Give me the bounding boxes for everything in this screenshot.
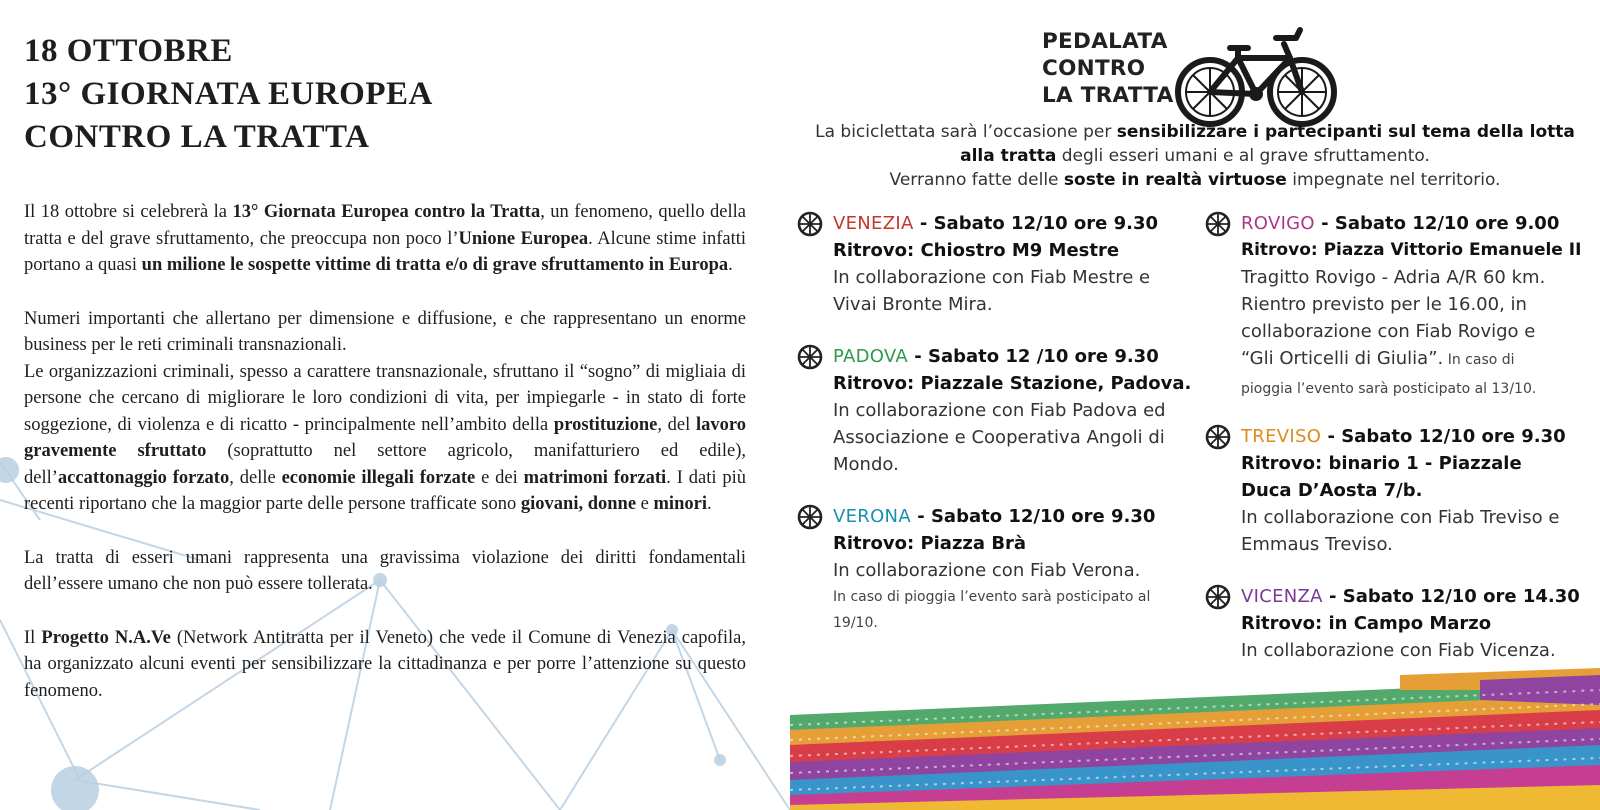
event-city: VENEZIA (833, 213, 914, 234)
event-header (1241, 210, 1591, 237)
bold-text: minori (653, 494, 707, 514)
event-header (833, 343, 1178, 370)
text: . Alcune stime infatti portano a quasi (24, 228, 746, 275)
text: e dei (475, 467, 524, 488)
event-city: TREVISO (1241, 426, 1322, 447)
bold-text: accattonaggio forzato (57, 467, 230, 488)
event-treviso (1241, 423, 1586, 558)
event-date: - Sabato 12/10 ore 14.30 (1322, 586, 1580, 607)
event-rovigo (1241, 210, 1591, 403)
event-padova (833, 343, 1192, 478)
text: Il 18 ottobre si celebrerà la (24, 202, 233, 222)
text: impegnate nel territorio. (1286, 170, 1501, 190)
intro-line-2 (800, 168, 1590, 192)
logo-line-1: PEDALATA (1042, 29, 1168, 54)
event-description: In collaborazione con Fiab Vicenza. (1241, 640, 1556, 661)
event-description: In collaborazione con Fiab Mestre e Vivai Bronte Mira. (833, 267, 1151, 315)
event-description: In collaborazione con Fiab Padova ed Associazione e Cooperativa Angoli di Mondo. (833, 400, 1166, 475)
text: , del (657, 414, 696, 435)
bold-text: Progetto N.A.Ve (41, 627, 171, 648)
wheel-icon (1205, 211, 1231, 237)
event-note: In caso di pioggia l’evento sarà posticipato al 13/10. (1241, 352, 1537, 397)
text: Il (24, 627, 42, 648)
paragraph-intro (24, 199, 746, 279)
title-line-1: 18 OTTOBRE (24, 33, 233, 69)
logo-text (1042, 28, 1174, 109)
text: degli esseri umani e al grave sfruttamento. (1056, 146, 1430, 166)
bold-text: Unione Europea (458, 228, 589, 249)
event-date: - Sabato 12/10 ore 9.30 (913, 213, 1159, 234)
event-venezia (833, 210, 1178, 318)
text: , delle (229, 467, 282, 488)
text: , un fenomeno, quello della tratta e del grave sfruttamento, che preoccupa non poco l’ (24, 202, 746, 249)
intro-line-1 (800, 120, 1590, 168)
text: . (706, 494, 712, 514)
event-ritrovo: Ritrovo: Chiostro M9 Mestre (833, 240, 1120, 261)
wheel-icon (797, 344, 823, 370)
page-title (24, 30, 746, 159)
event-ritrovo: Ritrovo: Piazza Brà (833, 533, 1027, 554)
event-date: - Sabato 12/10 ore 9.30 (1321, 426, 1566, 447)
logo-line-3: LA TRATTA (1042, 83, 1174, 108)
left-column (24, 30, 746, 704)
wheel-icon (1205, 584, 1231, 610)
event-header (1241, 423, 1586, 450)
text: Le organizzazioni criminali, spesso a carattere transnazionale, sfruttano il “sogno” di migliaia di persone che cercano di migliorare le loro condizioni di vita, per impiegarle - in stato di forte soggezione, di violenza e di ricatto - principalmente nell’ambito della (24, 361, 746, 435)
wheel-icon (1205, 424, 1231, 450)
wheel-icon (797, 504, 823, 530)
event-description: In collaborazione con Fiab Treviso e Emmaus Treviso. (1241, 507, 1560, 555)
event-description (1241, 264, 1561, 403)
logo-line-2: CONTRO (1042, 56, 1146, 81)
event-ritrovo: Ritrovo: binario 1 - Piazzale Duca D’Aosta 7/b. (1241, 453, 1522, 501)
event-header (833, 503, 1178, 530)
paragraph-organizations (24, 359, 746, 518)
event-date: - Sabato 12/10 ore 9.30 (910, 506, 1156, 527)
event-header (833, 210, 1178, 237)
event-note: In caso di pioggia l’evento sarà posticipato al 19/10. (833, 589, 1151, 631)
bold-text: un milione le sospette vittime di tratta e/o di grave sfruttamento in Europa (141, 255, 729, 275)
bold-text: sensibilizzare i partecipanti sul tema della lotta alla tratta (960, 122, 1575, 166)
event-city: VICENZA (1241, 586, 1323, 607)
text: Tragitto Rovigo - Adria A/R 60 km. Rientro previsto per le 16.00, in collaborazione con Fiab Rovigo e “Gli Orticelli di Giulia”. (1241, 267, 1546, 369)
bold-text: soste in realtà virtuose (1063, 170, 1287, 190)
event-description: In collaborazione con Fiab Verona. (833, 560, 1141, 581)
paragraph-violation: La tratta di esseri umani rappresenta una gravissima violazione dei diritti fondamentali dell’essere umano che non può essere tollerata. (24, 547, 746, 594)
paragraph-numbers: Numeri importanti che allertano per dimensione e diffusione, e che rappresentano un enorme business per le reti criminali transnazionali. (24, 308, 746, 355)
wheel-icon (797, 211, 823, 237)
bold-text: giovani, donne (520, 494, 637, 514)
text: . (728, 255, 733, 275)
event-city: PADOVA (833, 346, 909, 367)
event-verona (833, 503, 1178, 636)
text: (Network Antitratta per il Veneto) che vede il Comune di Venezia capofila, ha organizzato alcuni eventi per sensibilizzare la cittadinanza e per porre l’attenzione su questo fenomeno. (24, 627, 746, 701)
title-line-3: CONTRO LA TRATTA (24, 119, 370, 155)
text: e (636, 494, 654, 514)
text: Verranno fatte delle (889, 170, 1064, 190)
bicycle-icon (1172, 24, 1342, 134)
intro-text (800, 120, 1590, 192)
text: (soprattutto nel settore agricolo, manifatturiero ed edile), dell’ (24, 441, 746, 488)
text: . I dati più recenti riportano che la maggior parte delle persone trafficate sono (24, 467, 747, 514)
event-date: - Sabato 12/10 ore 9.00 (1314, 213, 1560, 234)
event-city: VERONA (833, 506, 911, 527)
bold-text: matrimoni forzati (523, 467, 667, 488)
logo-pedalata (1042, 24, 1342, 114)
event-header (1241, 583, 1591, 610)
bold-text: economie illegali forzate (281, 467, 476, 488)
bold-text: lavoro gravemente sfruttato (24, 414, 746, 461)
event-ritrovo: Ritrovo: Piazzale Stazione, Padova. (833, 373, 1192, 394)
paragraph-project (24, 625, 746, 705)
bold-text: prostituzione (553, 414, 658, 435)
event-city: ROVIGO (1241, 213, 1315, 234)
event-vicenza (1241, 583, 1591, 664)
bold-text: 13° Giornata Europea contro la Tratta (232, 202, 541, 222)
text: La biciclettata sarà l’occasione per (815, 122, 1117, 142)
event-ritrovo: Ritrovo: in Campo Marzo (1241, 613, 1492, 634)
event-ritrovo: Ritrovo: Piazza Vittorio Emanuele II (1241, 240, 1582, 260)
title-line-2: 13° GIORNATA EUROPEA (24, 76, 433, 112)
event-date: - Sabato 12 /10 ore 9.30 (908, 346, 1159, 367)
